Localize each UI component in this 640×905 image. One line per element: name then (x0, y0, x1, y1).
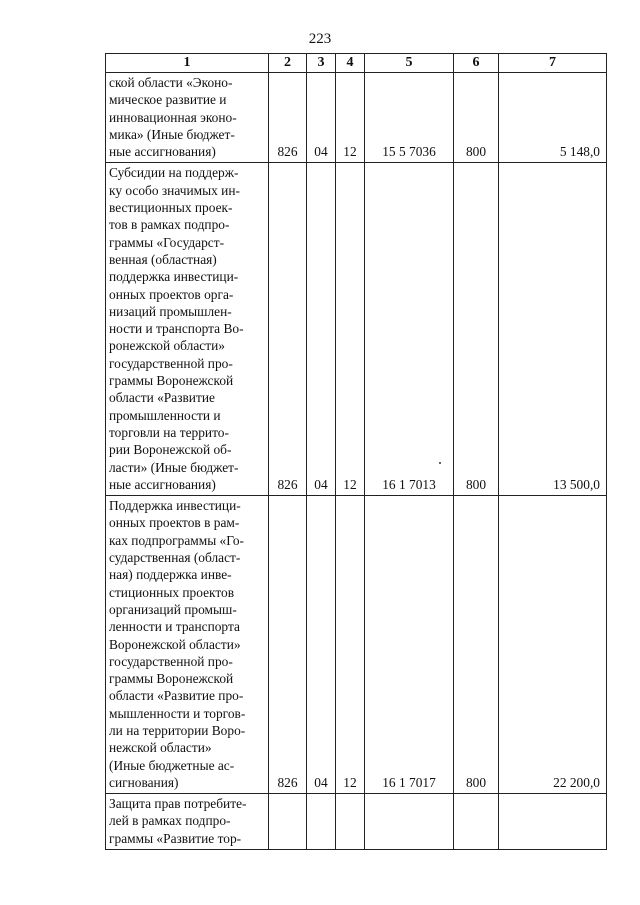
description-line: поддержка инвестици- (109, 269, 239, 285)
description-line: лей в рамках подпро- (109, 813, 231, 829)
description-line: ласти» (Иные бюджет- (109, 459, 239, 475)
column-header: 7 (499, 54, 607, 73)
table-row (106, 73, 607, 163)
subsection-code-cell: 12 (336, 496, 365, 794)
ministry-code-cell: 826 (269, 73, 307, 163)
description-line: низаций промышлен- (109, 303, 232, 319)
description-line: ли на территории Воро- (109, 722, 246, 738)
column-header: 4 (336, 54, 365, 73)
description-line: ку особо значимых ин- (109, 182, 240, 198)
table-row (106, 163, 607, 496)
row-description (106, 794, 269, 850)
description-line: ронежской области» (109, 338, 225, 354)
description-line: торговли на террито- (109, 424, 229, 440)
column-header: 6 (454, 54, 499, 73)
description-line: мическое развитие и (109, 92, 227, 108)
amount-cell: 22 200,0 (499, 496, 607, 794)
expense-type-cell: 800 (454, 496, 499, 794)
description-line: инновационная эконо- (109, 109, 237, 125)
description-line: промышленности и (109, 407, 221, 423)
description-line: Поддержка инвестици- (109, 498, 241, 514)
row-description (106, 163, 269, 496)
description-line: нежской области» (109, 740, 212, 756)
description-line: мышленности и торгов- (109, 705, 246, 721)
section-code-cell: 04 (307, 496, 336, 794)
section-code-cell: 04 (307, 73, 336, 163)
subsection-code-cell: 12 (336, 163, 365, 496)
description-line: ности и транспорта Во- (109, 321, 244, 337)
amount-cell: 13 500,0 (499, 163, 607, 496)
description-line: области «Развитие про- (109, 688, 244, 704)
table-row (106, 794, 607, 850)
ministry-code-cell: 826 (269, 496, 307, 794)
target-article-cell (365, 794, 454, 850)
description-line: граммы «Государст- (109, 234, 225, 250)
expense-type-cell (454, 794, 499, 850)
expense-type-cell: 800 (454, 73, 499, 163)
description-line: вестиционных проек- (109, 200, 233, 216)
description-line: венная (областная) (109, 251, 217, 267)
target-article-cell: 15 5 7036 (365, 73, 454, 163)
description-line: Защита прав потребите- (109, 796, 247, 812)
target-article-cell: 16 1 7017 (365, 496, 454, 794)
description-line: Субсидии на поддерж- (109, 165, 239, 181)
description-line: граммы Воронежской (109, 671, 234, 687)
scan-speck (439, 462, 441, 464)
description-line: сударственная (облаcт- (109, 550, 241, 566)
section-code-cell (307, 794, 336, 850)
expense-type-cell: 800 (454, 163, 499, 496)
description-line: государственной про- (109, 653, 233, 669)
description-line: граммы Воронежской (109, 373, 234, 389)
description-line: ленности и транспорта (109, 619, 240, 635)
column-header: 3 (307, 54, 336, 73)
section-code-cell: 04 (307, 163, 336, 496)
description-line: мика» (Иные бюджет- (109, 126, 235, 142)
description-line: ная) поддержка инве- (109, 567, 232, 583)
ministry-code-cell: 826 (269, 163, 307, 496)
description-line: тов в рамках подпро- (109, 217, 230, 233)
page-number: 223 (308, 31, 332, 47)
description-line: онных проектов в рам- (109, 515, 240, 531)
row-description (106, 73, 269, 163)
subsection-code-cell: 12 (336, 73, 365, 163)
description-line: рии Воронежской об- (109, 442, 232, 458)
subsection-code-cell (336, 794, 365, 850)
description-line: области «Развитие (109, 390, 215, 406)
column-header: 5 (365, 54, 454, 73)
budget-table (105, 53, 607, 850)
target-article-cell: 16 1 7013 (365, 163, 454, 496)
header-row (106, 54, 607, 73)
amount-cell (499, 794, 607, 850)
description-line: государственной про- (109, 355, 233, 371)
description-line: ные ассигнования) (109, 144, 216, 160)
amount-cell: 5 148,0 (499, 73, 607, 163)
description-line: (Иные бюджетные ас- (109, 757, 235, 773)
description-line: стиционных проектов (109, 584, 235, 600)
column-header: 2 (269, 54, 307, 73)
description-line: организаций промыш- (109, 601, 237, 617)
description-line: онных проектов орга- (109, 286, 234, 302)
description-line: граммы «Развитие тор- (109, 830, 242, 846)
description-line: Воронежской области» (109, 636, 241, 652)
row-description (106, 496, 269, 794)
ministry-code-cell (269, 794, 307, 850)
table-row (106, 496, 607, 794)
description-line: ные ассигнования) (109, 476, 216, 492)
description-line: сигнования) (109, 774, 179, 790)
description-line: ской области «Эконо- (109, 75, 233, 90)
description-line: ках подпрограммы «Го- (109, 532, 244, 548)
column-header: 1 (106, 54, 269, 73)
